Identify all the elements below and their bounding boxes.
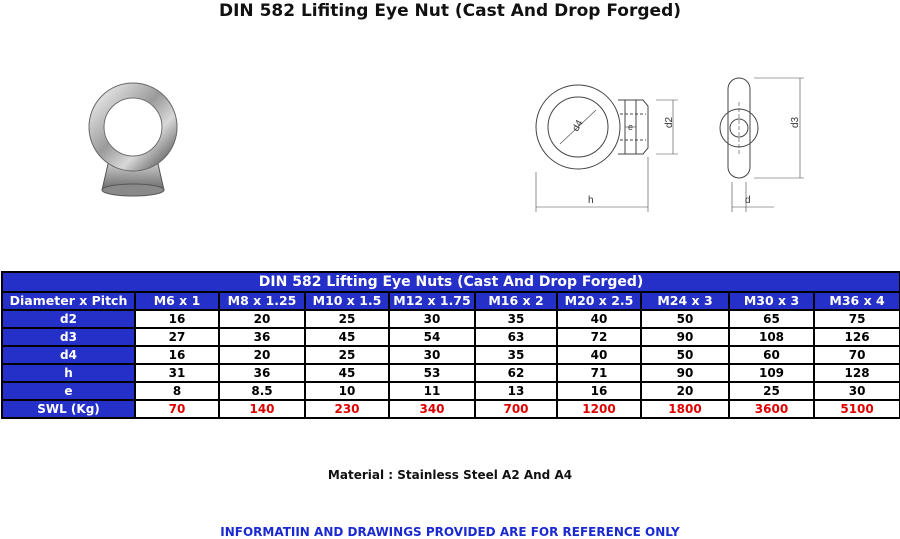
table-cell: 340: [389, 400, 475, 418]
table-header-row: [2, 292, 900, 310]
table-cell: 140: [219, 400, 305, 418]
table-row: [2, 346, 900, 364]
table-cell: 40: [557, 310, 641, 328]
material-note: Material : Stainless Steel A2 And A4: [327, 468, 573, 482]
label-d3: d3: [790, 116, 801, 128]
table-row: [2, 328, 900, 346]
table-cell: 75: [814, 310, 900, 328]
label-d: d: [745, 195, 751, 206]
spec-table: [1, 271, 900, 419]
disclaimer-note: INFORMATIIN AND DRAWINGS PROVIDED ARE FOR REFERENCE ONLY: [220, 525, 680, 539]
row-label: h: [2, 364, 135, 382]
table-cell: 90: [641, 328, 729, 346]
table-cell: 16: [557, 382, 641, 400]
table-cell: 90: [641, 364, 729, 382]
table-cell: 40: [557, 346, 641, 364]
table-cell: 70: [135, 400, 219, 418]
table-cell: 30: [389, 310, 475, 328]
table-title-row: [2, 272, 900, 292]
table-cell: 36: [219, 328, 305, 346]
table-cell: 8.5: [219, 382, 305, 400]
side-view-drawing: [712, 72, 814, 217]
table-cell: 8: [135, 382, 219, 400]
table-cell: 5100: [814, 400, 900, 418]
table-cell: 70: [814, 346, 900, 364]
label-d4: d4: [570, 118, 586, 134]
table-title: DIN 582 Lifting Eye Nuts (Cast And Drop Forged): [2, 272, 900, 292]
label-d2: d2: [664, 116, 675, 128]
table-cell: 65: [729, 310, 814, 328]
table-cell: 1800: [641, 400, 729, 418]
table-cell: 25: [305, 310, 389, 328]
table-cell: 30: [389, 346, 475, 364]
table-cell: 1200: [557, 400, 641, 418]
table-cell: 11: [389, 382, 475, 400]
column-header: M16 x 2: [475, 292, 557, 310]
table-row: [2, 310, 900, 328]
column-header: M12 x 1.75: [389, 292, 475, 310]
column-header: M10 x 1.5: [305, 292, 389, 310]
header-label: Diameter x Pitch: [2, 292, 135, 310]
row-label: e: [2, 382, 135, 400]
table-cell: 35: [475, 346, 557, 364]
row-label: d4: [2, 346, 135, 364]
table-cell: 53: [389, 364, 475, 382]
table-cell: 128: [814, 364, 900, 382]
table-cell: 45: [305, 328, 389, 346]
row-label: d3: [2, 328, 135, 346]
page-title: DIN 582 Lifiting Eye Nut (Cast And Drop Forged): [218, 1, 682, 21]
column-header: M36 x 4: [814, 292, 900, 310]
table-cell: 72: [557, 328, 641, 346]
table-cell: 36: [219, 364, 305, 382]
table-cell: 30: [814, 382, 900, 400]
table-row: [2, 364, 900, 382]
label-e: e: [628, 122, 634, 132]
table-cell: 63: [475, 328, 557, 346]
table-cell: 62: [475, 364, 557, 382]
column-header: M8 x 1.25: [219, 292, 305, 310]
table-row: [2, 382, 900, 400]
table-cell: 27: [135, 328, 219, 346]
table-cell: 20: [219, 346, 305, 364]
table-cell: 25: [729, 382, 814, 400]
table-cell: 20: [219, 310, 305, 328]
column-header: M30 x 3: [729, 292, 814, 310]
table-cell: 31: [135, 364, 219, 382]
table-cell: 71: [557, 364, 641, 382]
front-view-drawing: [528, 72, 683, 217]
column-header: M24 x 3: [641, 292, 729, 310]
table-cell: 45: [305, 364, 389, 382]
table-cell: 10: [305, 382, 389, 400]
table-cell: 109: [729, 364, 814, 382]
table-cell: 16: [135, 346, 219, 364]
table-cell: 700: [475, 400, 557, 418]
table-cell: 13: [475, 382, 557, 400]
table-cell: 50: [641, 310, 729, 328]
table-cell: 3600: [729, 400, 814, 418]
column-header: M6 x 1: [135, 292, 219, 310]
row-label: d2: [2, 310, 135, 328]
table-cell: 50: [641, 346, 729, 364]
label-h: h: [588, 195, 594, 206]
table-cell: 16: [135, 310, 219, 328]
table-cell: 35: [475, 310, 557, 328]
table-cell: 54: [389, 328, 475, 346]
table-row: [2, 400, 900, 418]
table-cell: 20: [641, 382, 729, 400]
table-cell: 230: [305, 400, 389, 418]
column-header: M20 x 2.5: [557, 292, 641, 310]
row-label: SWL (Kg): [2, 400, 135, 418]
eye-nut-photo: [78, 82, 188, 202]
table-cell: 126: [814, 328, 900, 346]
table-cell: 25: [305, 346, 389, 364]
table-cell: 108: [729, 328, 814, 346]
table-cell: 60: [729, 346, 814, 364]
